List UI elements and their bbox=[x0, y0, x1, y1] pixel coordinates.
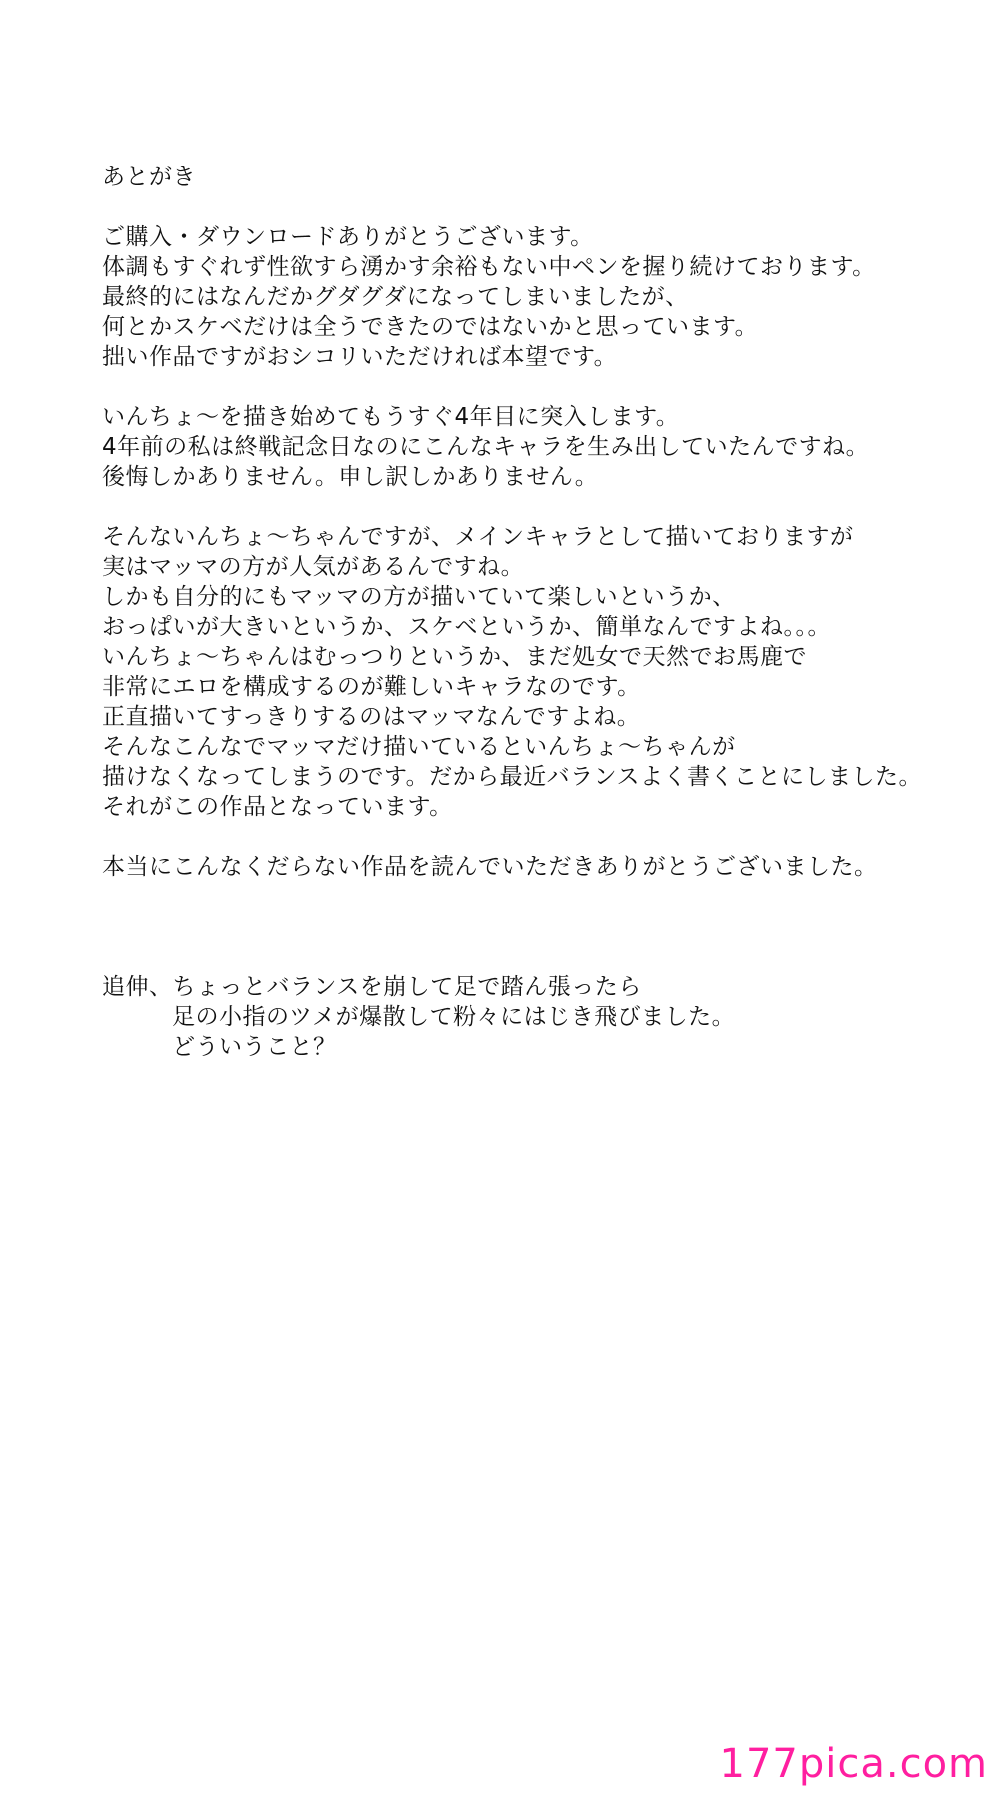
text-line: 後悔しかありません。申し訳しかありません。 bbox=[102, 464, 599, 490]
text-line: 4年前の私は終戦記念日なのにこんなキャラを生み出していたんですね。 bbox=[102, 434, 870, 460]
text-line: 拙い作品ですがおシコリいただければ本望です。 bbox=[102, 344, 618, 370]
text-line: しかも自分的にもマッマの方が描いていて楽しいというか、 bbox=[102, 584, 736, 610]
text-line: 何とかスケベだけは全うできたのではないかと思っています。 bbox=[102, 314, 759, 340]
text-line: 最終的にはなんだかグダグダになってしまいましたが、 bbox=[102, 284, 689, 310]
afterword-title: あとがき bbox=[102, 164, 196, 190]
text-line: いんちょ～ちゃんはむっつりというか、まだ処女で天然でお馬鹿で bbox=[102, 644, 807, 670]
text-line: そんなこんなでマッマだけ描いているといんちょ～ちゃんが bbox=[102, 734, 736, 760]
text-line: おっぱいが大きいというか、スケベというか、簡単なんですよね。。。 bbox=[102, 614, 831, 640]
text-line: それがこの作品となっています。 bbox=[102, 794, 453, 820]
postscript-line: 足の小指のツメが爆散して粉々にはじき飛びました。 bbox=[172, 1004, 736, 1030]
text-line: 描けなくなってしまうのです。だから最近バランスよく書くことにしました。 bbox=[102, 764, 922, 790]
postscript-line: どういうこと？ bbox=[172, 1034, 337, 1060]
watermark: 177pica.com bbox=[719, 1741, 988, 1787]
text-line: ご購入・ダウンロードありがとうございます。 bbox=[102, 224, 594, 250]
text-line: 正直描いてすっきりするのはマッマなんですよね。 bbox=[102, 704, 641, 730]
text-line: いんちょ～を描き始めてもうすぐ4年目に突入します。 bbox=[102, 404, 680, 430]
text-line: 実はマッマの方が人気があるんですね。 bbox=[102, 554, 525, 580]
text-line: 非常にエロを構成するのが難しいキャラなのです。 bbox=[102, 674, 641, 700]
afterword-text bbox=[102, 162, 982, 1062]
text-line: 体調もすぐれず性欲すら湧かす余裕もない中ペンを握り続けております。 bbox=[102, 254, 876, 280]
text-line: 本当にこんなくだらない作品を読んでいただきありがとうございました。 bbox=[102, 854, 878, 880]
text-line: そんないんちょ～ちゃんですが、メインキャラとして描いておりますが bbox=[102, 524, 854, 550]
postscript-line: 追伸、ちょっとバランスを崩して足で踏ん張ったら bbox=[102, 974, 642, 1000]
